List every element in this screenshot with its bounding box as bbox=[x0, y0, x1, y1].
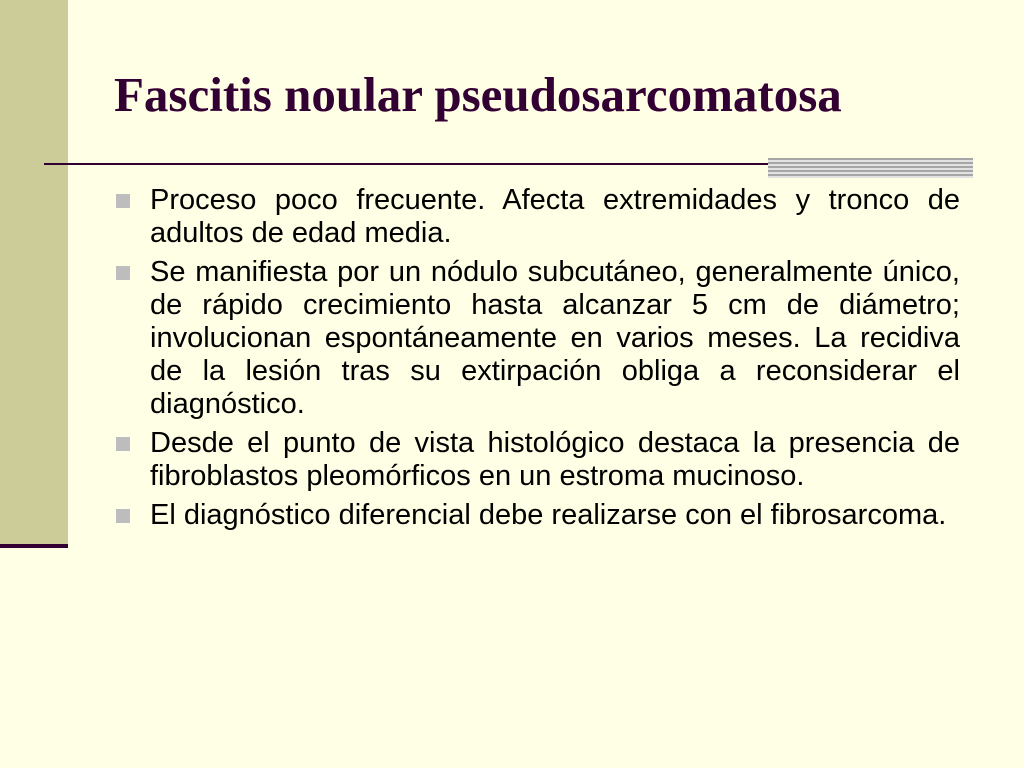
bullet-list bbox=[116, 184, 960, 538]
left-decorative-band bbox=[0, 0, 68, 544]
bullet-item bbox=[116, 499, 960, 532]
left-band-underline bbox=[0, 544, 68, 548]
square-bullet-icon bbox=[116, 266, 130, 280]
square-bullet-icon bbox=[116, 437, 130, 451]
bullet-item bbox=[116, 256, 960, 421]
title-divider bbox=[44, 163, 768, 165]
square-bullet-icon bbox=[116, 194, 130, 208]
bullet-text: Se manifiesta por un nódulo subcutáneo, generalmente único, de rápido crecimiento hasta alcanzar 5 cm de diámetro; involucionan espontáneamente en varios meses. La recidiva de la lesión tras su extirpación obliga a reconsiderar el diagnóstico. bbox=[150, 256, 960, 420]
bullet-text: El diagnóstico diferencial debe realizarse con el fibrosarcoma. bbox=[150, 499, 947, 531]
slide-title: Fascitis noular pseudosarcomatosa bbox=[114, 67, 842, 122]
title-divider-accent bbox=[768, 158, 973, 178]
bullet-item bbox=[116, 184, 960, 250]
bullet-text: Desde el punto de vista histológico destaca la presencia de fibroblastos pleomórficos en un estroma mucinoso. bbox=[150, 427, 960, 492]
square-bullet-icon bbox=[116, 509, 130, 523]
bullet-item bbox=[116, 427, 960, 493]
bullet-text: Proceso poco frecuente. Afecta extremidades y tronco de adultos de edad media. bbox=[150, 184, 960, 249]
